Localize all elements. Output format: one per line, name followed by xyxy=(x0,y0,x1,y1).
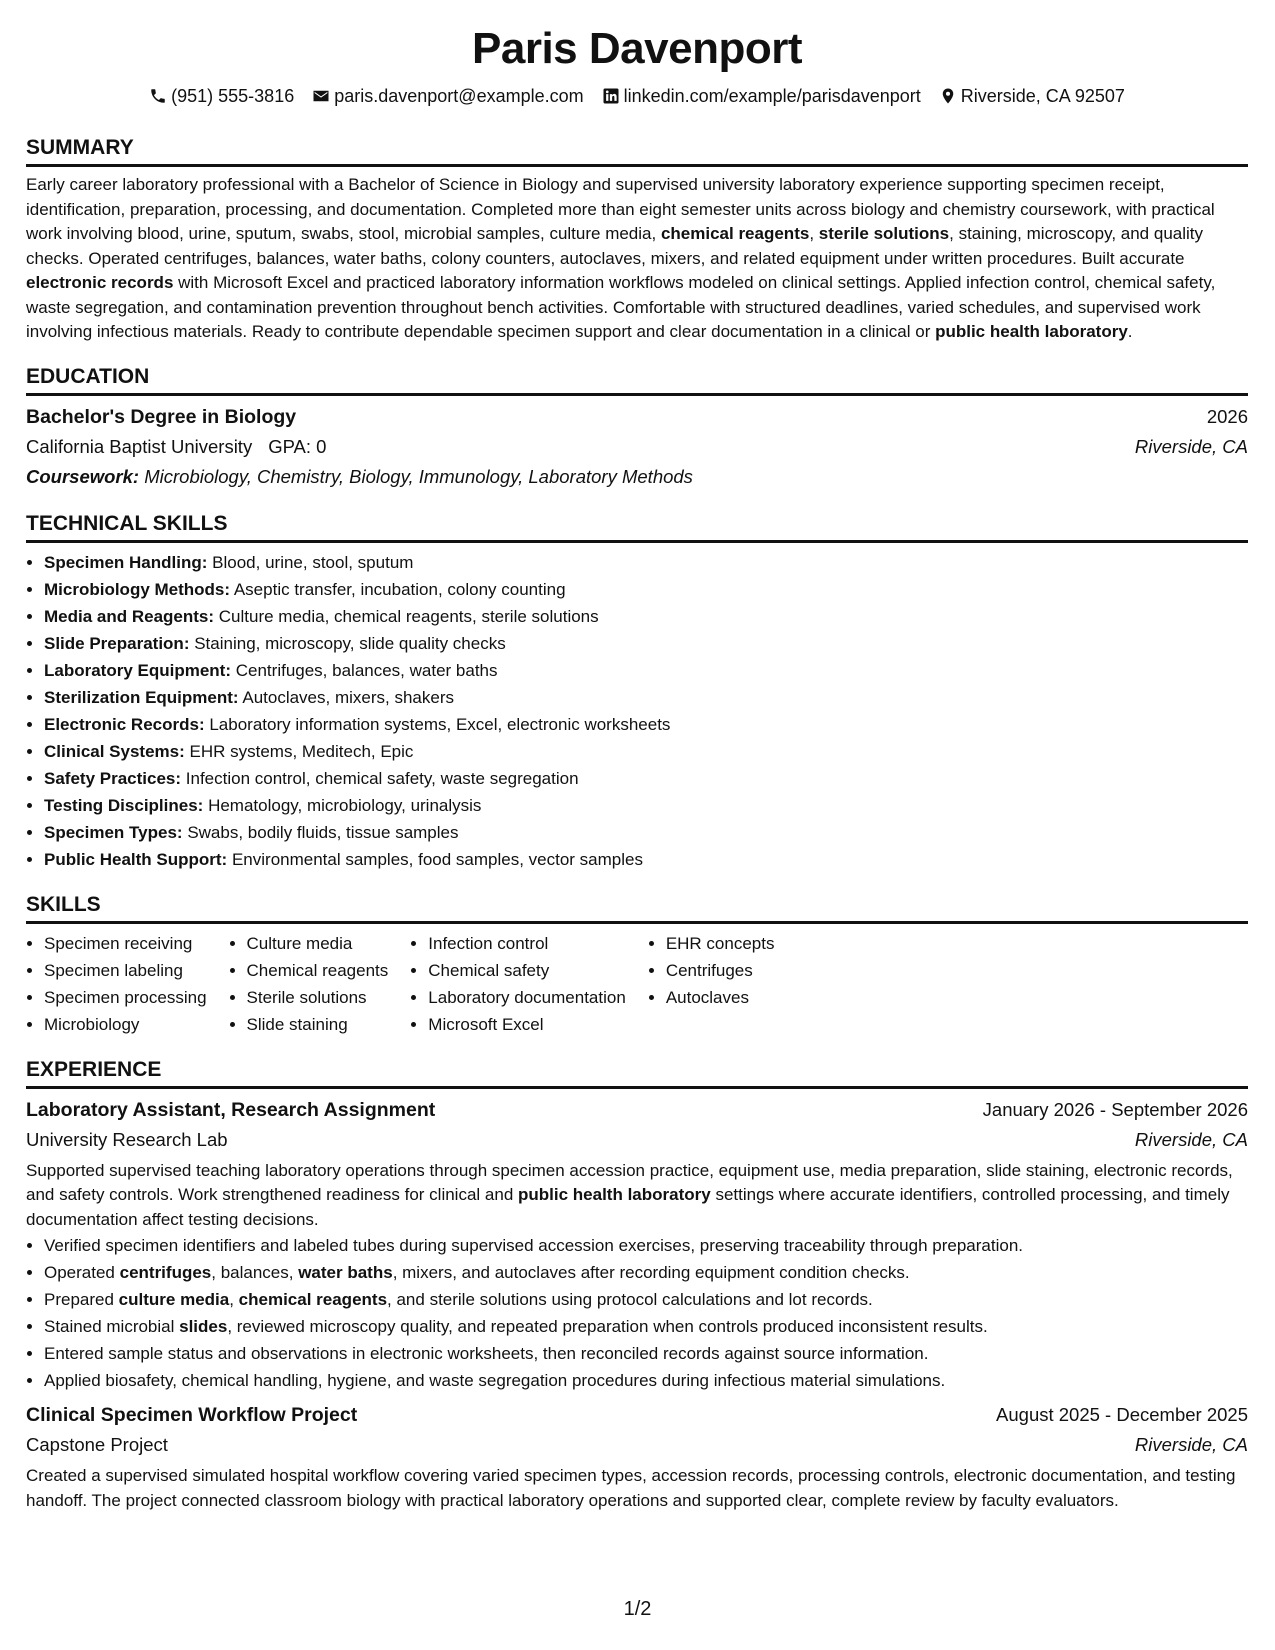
list-item: • Specimen processing xyxy=(44,984,207,1011)
list-item: • Applied biosafety, chemical handling, hygiene, and waste segregation procedures during infectious material simulations. xyxy=(44,1367,1248,1394)
job-description: Supported supervised teaching laboratory operations through specimen accession practice, equipment use, media preparation, slide staining, electronic records, and safety controls. Work strengthened readiness for clinical and public health laboratory settings where accurate identifiers, controlled processing, and timely documentation affect testing decisions. xyxy=(26,1160,1233,1229)
map-pin-icon xyxy=(939,87,957,105)
section-title-summary: SUMMARY xyxy=(26,134,1248,167)
school-name: California Baptist University xyxy=(26,435,253,457)
technical-skills-list xyxy=(26,549,1248,873)
school-location: Riverside, CA xyxy=(1134,435,1248,457)
list-item: • Microbiology xyxy=(44,1011,207,1038)
section-title-experience: EXPERIENCE xyxy=(26,1056,1248,1089)
skills-grid xyxy=(26,930,1248,1038)
gpa-text: GPA: 0 xyxy=(268,435,327,457)
contact-email[interactable] xyxy=(312,84,583,108)
list-item: • Specimen Handling: Blood, urine, stool, sputum xyxy=(44,549,1248,576)
job-entry xyxy=(26,1095,1248,1395)
experience-section xyxy=(26,1056,1248,1514)
job-bullets xyxy=(26,1232,1248,1394)
list-item: • Microsoft Excel xyxy=(428,1011,626,1038)
job-org: Capstone Project xyxy=(26,1434,168,1455)
graduation-year: 2026 xyxy=(1206,405,1248,427)
linkedin-link[interactable]: linkedin.com/example/parisdavenport xyxy=(623,86,921,106)
resume-page xyxy=(26,22,1248,1513)
list-item: • Infection control xyxy=(428,930,626,957)
list-item: • Sterilization Equipment: Autoclaves, mixers, shakers xyxy=(44,684,1248,711)
list-item: • Slide staining xyxy=(247,1011,389,1038)
phone-text: (951) 555-3816 xyxy=(171,86,295,106)
summary-section xyxy=(26,134,1248,345)
contact-linkedin[interactable] xyxy=(602,84,921,108)
job-title: Laboratory Assistant, Research Assignment xyxy=(26,1098,436,1121)
contact-bar xyxy=(26,84,1248,108)
email-link[interactable]: paris.davenport@example.com xyxy=(334,86,584,106)
job-location: Riverside, CA xyxy=(1134,1128,1248,1150)
linkedin-icon xyxy=(602,87,620,105)
job-dates: January 2026 - September 2026 xyxy=(982,1098,1248,1120)
education-school-row xyxy=(26,432,1248,462)
list-item: • Electronic Records: Laboratory information systems, Excel, electronic worksheets xyxy=(44,711,1248,738)
list-item: • Chemical reagents xyxy=(247,957,389,984)
list-item: • Public Health Support: Environmental samples, food samples, vector samples xyxy=(44,846,1248,873)
list-item: • Specimen labeling xyxy=(44,957,207,984)
candidate-name: Paris Davenport xyxy=(472,24,802,73)
list-item: • Stained microbial slides, reviewed microscopy quality, and repeated preparation when controls produced inconsistent results. xyxy=(44,1313,1248,1340)
education-header-row xyxy=(26,402,1248,432)
skills-section xyxy=(26,891,1248,1038)
job-org: University Research Lab xyxy=(26,1128,228,1150)
location-text: Riverside, CA 92507 xyxy=(960,86,1125,106)
list-item: • Slide Preparation: Staining, microscopy, slide quality checks xyxy=(44,630,1248,657)
page-number: 1/2 xyxy=(623,1598,652,1620)
coursework-list: Microbiology, Chemistry, Biology, Immunology, Laboratory Methods xyxy=(144,465,693,487)
list-item: • Culture media xyxy=(247,930,389,957)
section-title-skills: SKILLS xyxy=(26,891,1248,924)
coursework-line xyxy=(26,462,1248,492)
list-item: • Chemical safety xyxy=(428,957,626,984)
list-item: • Microbiology Methods: Aseptic transfer, incubation, colony counting xyxy=(44,576,1248,603)
technical-skills-section xyxy=(26,510,1248,873)
list-item: • Sterile solutions xyxy=(247,984,389,1011)
degree-title: Bachelor's Degree in Biology xyxy=(26,405,297,428)
phone-icon xyxy=(149,87,167,105)
list-item: • Prepared culture media, chemical reagents, and sterile solutions using protocol calculations and lot records. xyxy=(44,1286,1248,1313)
education-section xyxy=(26,363,1248,492)
skills-column xyxy=(26,930,229,1038)
job-title: Clinical Specimen Workflow Project xyxy=(26,1404,358,1426)
job-description: Created a supervised simulated hospital workflow covering varied specimen types, accession records, processing controls, electronic documentation, and testing handoff. The project connected classroom biology with practical laboratory operations and supported clear, complete review by faculty evaluators. xyxy=(26,1466,1236,1510)
coursework-label: Coursework: xyxy=(26,465,140,487)
list-item: • Media and Reagents: Culture media, chemical reagents, sterile solutions xyxy=(44,603,1248,630)
job-location: Riverside, CA xyxy=(1134,1434,1248,1455)
contact-location xyxy=(939,84,1125,108)
job-dates: August 2025 - December 2025 xyxy=(996,1404,1248,1425)
job-entry xyxy=(26,1400,1248,1513)
list-item: • Specimen receiving xyxy=(44,930,207,957)
skills-column xyxy=(410,930,648,1038)
list-item: • Clinical Systems: EHR systems, Meditech, Epic xyxy=(44,738,1248,765)
list-item: • Autoclaves xyxy=(666,984,775,1011)
list-item: • Testing Disciplines: Hematology, microbiology, urinalysis xyxy=(44,792,1248,819)
section-title-education: EDUCATION xyxy=(26,363,1248,396)
list-item: • Verified specimen identifiers and labeled tubes during supervised accession exercises, preserving traceability through preparation. xyxy=(44,1232,1248,1259)
skills-column xyxy=(648,930,797,1038)
envelope-icon xyxy=(312,87,330,105)
list-item: • Entered sample status and observations in electronic worksheets, then reconciled records against source information. xyxy=(44,1340,1248,1367)
list-item: • EHR concepts xyxy=(666,930,775,957)
list-item: • Centrifuges xyxy=(666,957,775,984)
list-item: • Operated centrifuges, balances, water baths, mixers, and autoclaves after recording equipment condition checks. xyxy=(44,1259,1248,1286)
list-item: • Safety Practices: Infection control, chemical safety, waste segregation xyxy=(44,765,1248,792)
contact-phone xyxy=(149,84,294,108)
list-item: • Laboratory documentation xyxy=(428,984,626,1011)
list-item: • Specimen Types: Swabs, bodily fluids, tissue samples xyxy=(44,819,1248,846)
skills-column xyxy=(229,930,411,1038)
list-item: • Laboratory Equipment: Centrifuges, balances, water baths xyxy=(44,657,1248,684)
summary-text: Early career laboratory professional with a Bachelor of Science in Biology and supervised university laboratory experience supporting specimen receipt, identification, preparation, processing, and documentation. Completed more than eight semester units across biology and chemistry coursework, with practical work involving blood, urine, sputum, swabs, stool, microbial samples, culture media, chemical reagents, sterile solutions, staining, microscopy, and quality checks. Operated centrifuges, balances, water baths, colony counters, autoclaves, mixers, and related equipment under written procedures. Built accurate electronic records with Microsoft Excel and practiced laboratory information workflows modeled on clinical settings. Applied infection control, chemical safety, waste segregation, and contamination prevention throughout bench activities. Comfortable with structured deadlines, varied schedules, and supervised work involving infectious materials. Ready to contribute dependable specimen support and clear documentation in a clinical or public health laboratory. xyxy=(26,175,1216,341)
section-title-technical-skills: TECHNICAL SKILLS xyxy=(26,510,1248,543)
